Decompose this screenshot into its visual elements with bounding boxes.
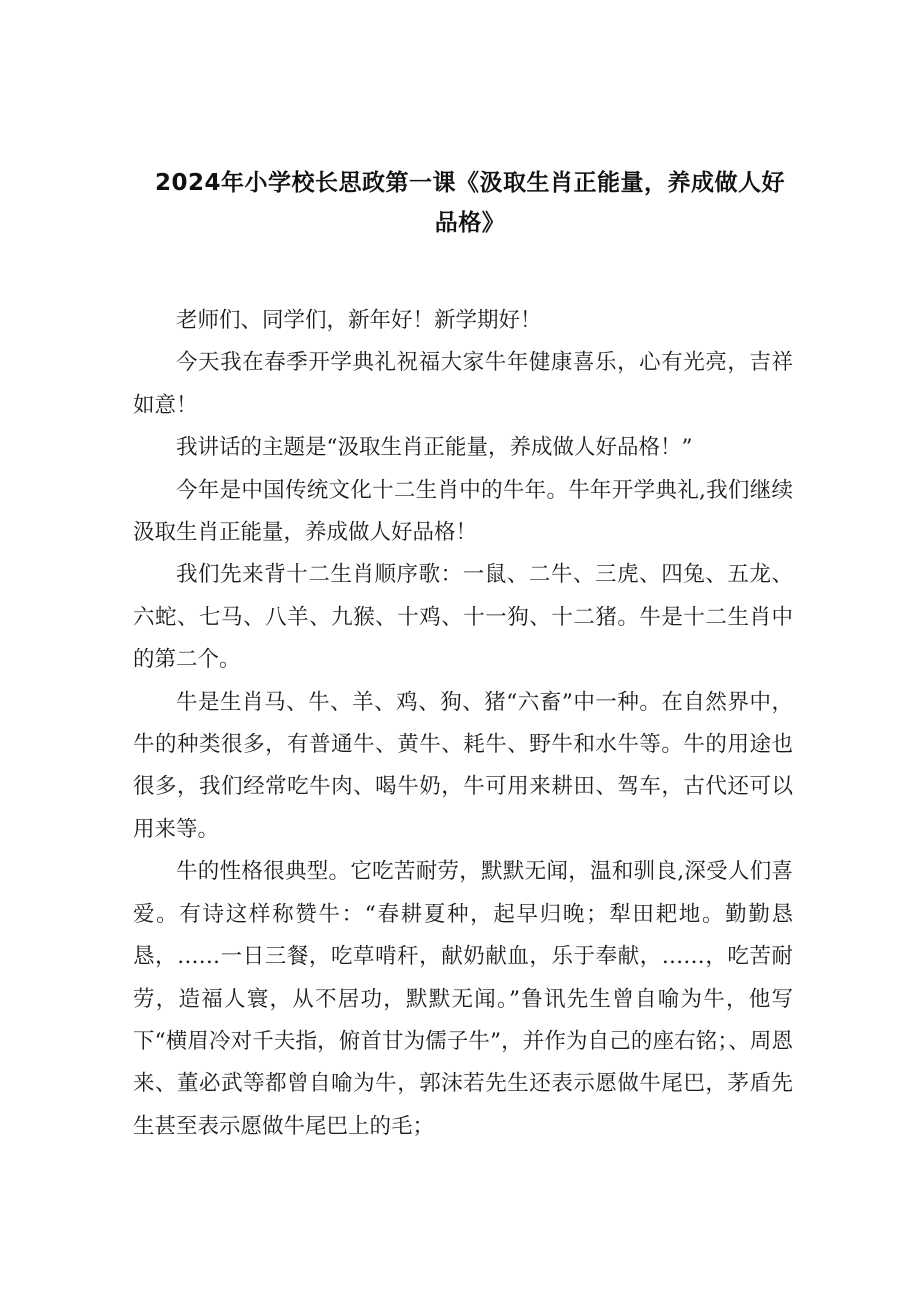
document-title (150, 163, 790, 243)
paragraph-ox-year: 今年是中国传统文化十二生肖中的牛年。牛年开学典礼,我们继续汲取生肖正能量，养成做人好品格！ (133, 477, 793, 546)
document-body (133, 300, 793, 1148)
paragraph-six-animals: 牛是生肖马、牛、羊、鸡、狗、猪“六畜”中一种。在自然界中，牛的种类很多，有普通牛、黄牛、耗牛、野牛和水牛等。牛的用途也很多，我们经常吃牛肉、喝牛奶，牛可用来耕田、驾车，古代还可以用来等。 (133, 689, 793, 842)
paragraph-theme: 我讲话的主题是“汲取生肖正能量，养成做人好品格！” (176, 435, 693, 461)
paragraph-ox-character: 牛的性格很典型。它吃苦耐劳，默默无闻，温和驯良,深受人们喜爱。有诗这样称赞牛：“春耕夏种，起早归晚；犁田耙地。勤勤恳恳，……一日三餐，吃草啃秆，献奶献血，乐于奉献，……，吃苦耐劳，造福人寰，从不居功，默默无闻。”鲁讯先生曾自喻为牛，他写下“横眉冷对千夫指，俯首甘为儒子牛”，并作为自己的座右铭；、周恩来、董必武等都曾自喻为牛，郭沫若先生还表示愿做牛尾巴，茅盾先生甚至表示愿做牛尾巴上的毛； (133, 859, 793, 1139)
title-line-2: 品格》 (434, 210, 506, 236)
title-line-1: 2024年小学校长思政第一课《汲取生肖正能量，养成做人好 (154, 170, 785, 196)
paragraph-blessing: 今天我在春季开学典礼祝福大家牛年健康喜乐，心有光亮，吉祥如意！ (133, 350, 793, 418)
paragraph-greeting: 老师们、同学们，新年好！新学期好！ (176, 308, 542, 333)
paragraph-zodiac-song: 我们先来背十二生肖顺序歌：一鼠、二牛、三虎、四兔、五龙、六蛇、七马、八羊、九猴、十鸡、十一狗、十二猪。牛是十二生肖中的第二个。 (133, 562, 793, 673)
